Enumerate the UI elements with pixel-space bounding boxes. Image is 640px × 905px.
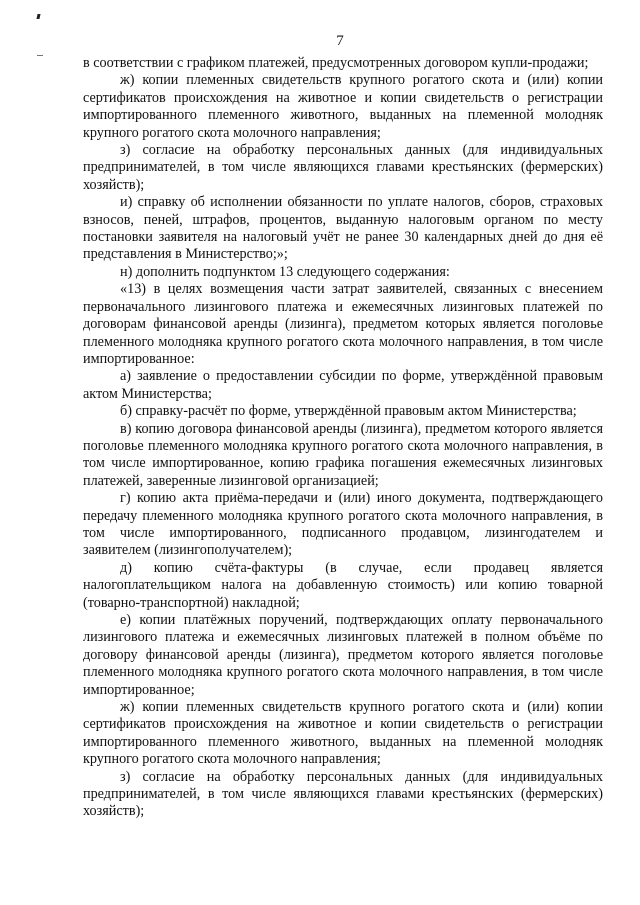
paragraph-item-g: г) копию акта приёма-передачи и (или) иного документа, подтверждающего передачу племенного молодняка крупного рогатого скота молочного направления, в том числе импортированного, подписанного продавцом, лизингодателем и заявителем (лизингополучателем); xyxy=(83,490,603,559)
paragraph-item-v: в) копию договора финансовой аренды (лизинга), предметом которого является поголовье племенного молодняка крупного рогатого скота молочного направления, в том числе импортированное, копию графика погашения ежемесячных лизинговых платежей, заверенные лизинговой организацией; xyxy=(83,420,603,489)
scan-artifact-mark xyxy=(36,14,40,19)
paragraph-item-z-2: з) согласие на обработку персональных данных (для индивидуальных предпринимателей, в том числе являющихся главами крестьянских (фермерских) хозяйств); xyxy=(83,768,603,820)
paragraph-item-n: н) дополнить подпунктом 13 следующего содержания: xyxy=(120,263,450,280)
paragraph-item-b: б) справку-расчёт по форме, утверждённой правовым актом Министерства; xyxy=(120,403,577,420)
paragraph-item-d: д) копию счёта-фактуры (в случае, если продавец является налогоплательщиком налога на добавленную стоимость) или копию товарной (товарно-транспортной) накладной; xyxy=(83,559,603,611)
page-number: 7 xyxy=(336,33,344,49)
paragraph-item-i: и) справку об исполнении обязанности по уплате налогов, сборов, страховых взносов, пеней, штрафов, процентов, выданную налоговым органом по месту постановки заявителя на налоговый учёт не ранее 30 календарных дней до дня её представления в Министерство;»; xyxy=(83,194,603,263)
document-body xyxy=(83,55,603,821)
paragraph-item-zh-2: ж) копии племенных свидетельств крупного рогатого скота и (или) копии сертификатов происхождения на животное и копии свидетельств о регистрации импортированного племенного животного, выданных на племенной молодняк крупного рогатого скота молочного направления; xyxy=(83,699,603,768)
paragraph-item-zh: ж) копии племенных свидетельств крупного рогатого скота и (или) копии сертификатов происхождения на животное и копии свидетельств о регистрации импортированного племенного животного, выданных на племенной молодняк крупного рогатого скота молочного направления; xyxy=(83,72,603,141)
paragraph-continuation: в соответствии с графиком платежей, предусмотренных договором купли-продажи; xyxy=(83,55,589,71)
paragraph-subitem-13: «13) в целях возмещения части затрат заявителей, связанных с внесением первоначального лизингового платежа и ежемесячных лизинговых платежей по договорам финансовой аренды (лизинга), предметом которых является поголовье племенного молодняка крупного рогатого скота молочного направления, в том числе импортированное: xyxy=(83,281,603,367)
paragraph-item-a: а) заявление о предоставлении субсидии по форме, утверждённой правовым актом Министерства; xyxy=(83,368,603,402)
scan-artifact-dash xyxy=(37,55,43,56)
paragraph-item-z: з) согласие на обработку персональных данных (для индивидуальных предпринимателей, в том числе являющихся главами крестьянских (фермерских) хозяйств); xyxy=(83,142,603,193)
paragraph-item-e: е) копии платёжных поручений, подтверждающих оплату первоначального лизингового платежа и ежемесячных лизинговых платежей в полном объёме по договору финансовой аренды (лизинга), предметом которого является поголовье племенного молодняка крупного рогатого скота молочного направления, в том числе импортированное; xyxy=(83,612,603,698)
